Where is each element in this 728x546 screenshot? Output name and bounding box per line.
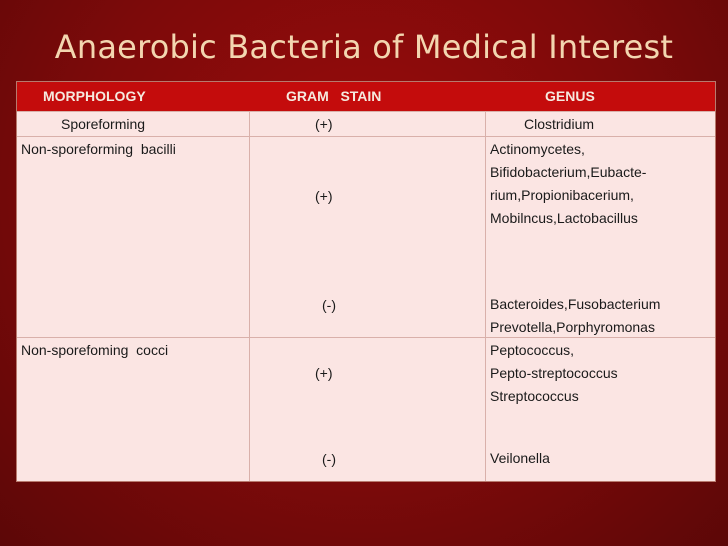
genus-cell (490, 339, 618, 408)
header-genus: GENUS (545, 88, 595, 104)
page-title: Anaerobic Bacteria of Medical Interest (54, 28, 674, 66)
gram-stain-cell: (+) (315, 188, 333, 204)
genus-line: Streptococcus (490, 388, 579, 404)
genus-line: Bacteroides,Fusobacterium (490, 296, 661, 312)
genus-line: Bifidobacterium,Eubacte- (490, 164, 647, 180)
morphology-cell: Non-sporefoming cocci (21, 342, 169, 358)
genus-line: Peptococcus, (490, 342, 575, 358)
genus-line: Actinomycetes, (490, 141, 585, 157)
gram-stain-cell: (-) (322, 297, 336, 313)
header-gram-stain: GRAM STAIN (286, 88, 382, 104)
genus-cell (490, 293, 660, 339)
table-header (17, 82, 715, 111)
gram-stain-cell: (-) (322, 451, 336, 467)
table-row (17, 337, 715, 482)
genus-cell: Clostridium (524, 116, 595, 132)
genus-line: Pepto-streptococcus (490, 365, 618, 381)
bacteria-table (16, 81, 716, 482)
morphology-cell: Non-sporeforming bacilli (21, 141, 176, 157)
table-row (17, 136, 715, 337)
morphology-cell: Sporeforming (61, 116, 146, 132)
genus-line: rium,Propionibacerium, (490, 187, 634, 203)
genus-cell (490, 447, 550, 470)
gram-stain-cell: (+) (315, 365, 333, 381)
genus-line: Mobilncus,Lactobacillus (490, 210, 638, 226)
table-row (17, 111, 715, 136)
genus-line: Veilonella (490, 450, 550, 466)
genus-cell (490, 138, 646, 230)
genus-line: Prevotella,Porphyromonas (490, 319, 655, 335)
gram-stain-cell: (+) (315, 116, 333, 132)
header-morphology: MORPHOLOGY (43, 88, 146, 104)
